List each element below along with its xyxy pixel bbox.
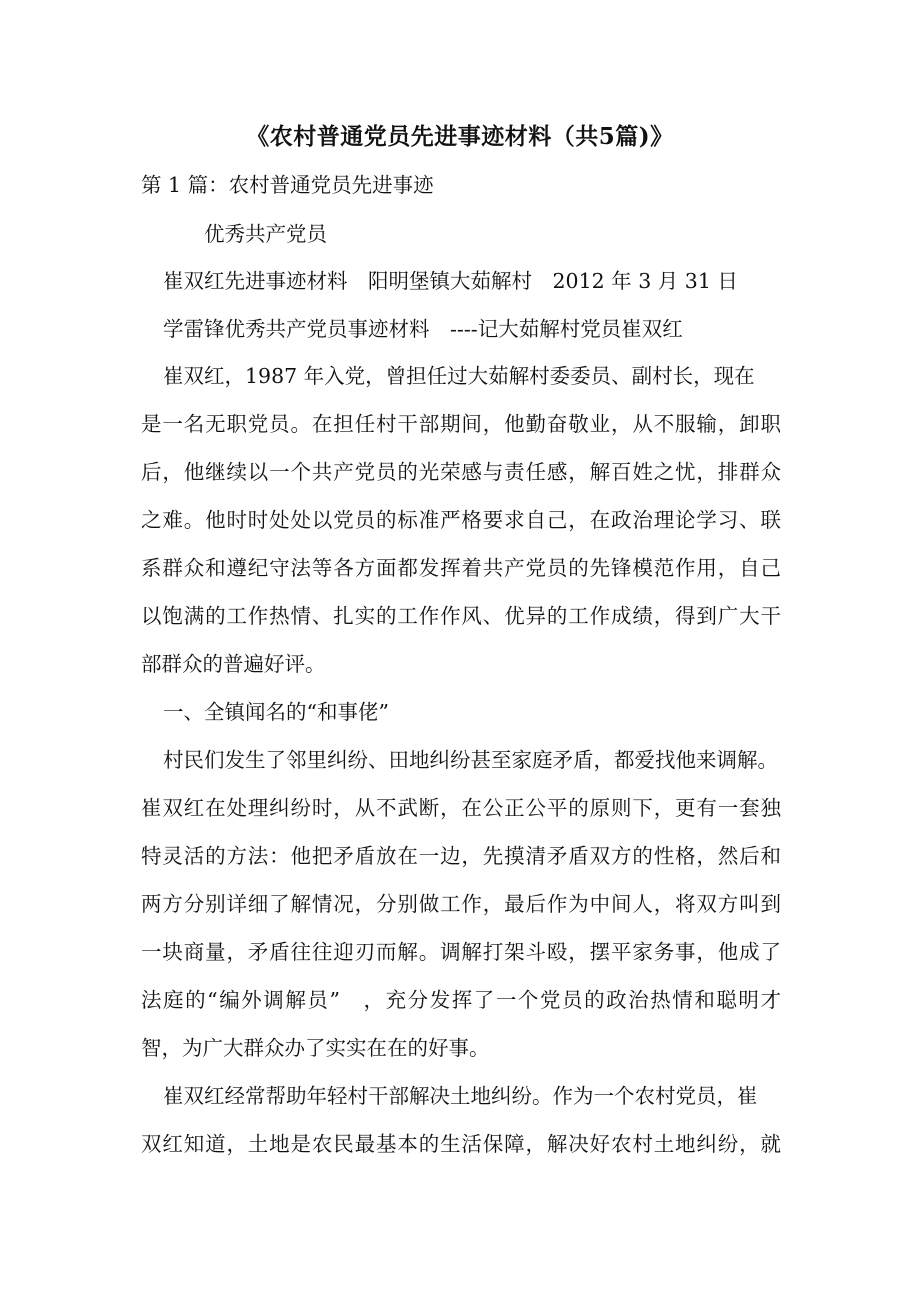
paragraph-line: 后，他继续以一个共产党员的光荣感与责任感，解百姓之忧，排群众 xyxy=(141,460,781,484)
paragraph-line: 两方分别详细了解情况，分别做工作，最后作为中间人，将双方叫到 xyxy=(141,892,781,916)
paragraph-line: 以饱满的工作热情、扎实的工作作风、优异的工作成绩，得到广大干 xyxy=(141,604,781,628)
paragraph-line: 是一名无职党员。在担任村干部期间，他勤奋敬业，从不服输，卸职 xyxy=(141,412,781,436)
paragraph-line: 村民们发生了邻里纠纷、田地纠纷甚至家庭矛盾，都爱找他来调解。 xyxy=(163,748,778,772)
paragraph-line: 智，为广大群众办了实实在在的好事。 xyxy=(141,1036,490,1060)
paragraph-line: 之难。他时时处处以党员的标准严格要求自己，在政治理论学习、联 xyxy=(141,508,781,532)
document-title: 《农村普通党员先进事迹材料（共5篇)》 xyxy=(246,123,674,150)
paragraph-line: 系群众和遵纪守法等各方面都发挥着共产党员的先锋模范作用，自己 xyxy=(141,556,781,580)
subheading: 学雷锋优秀共产党员事迹材料 ----记大茹解村党员崔双红 xyxy=(163,317,683,341)
paragraph-line: 崔双红在处理纠纷时，从不武断，在公正公平的原则下，更有一套独 xyxy=(141,796,781,820)
paragraph-line: 双红知道，土地是农民最基本的生活保障，解决好农村土地纠纷，就 xyxy=(141,1132,781,1156)
paragraph-line: 部群众的普遍好评。 xyxy=(141,652,326,676)
section-heading: 一、全镇闻名的“和事佬” xyxy=(163,700,389,724)
subtitle: 优秀共产党员 xyxy=(204,222,327,246)
paragraph-line: 崔双红，1987 年入党，曾担任过大茹解村委委员、副村长，现在 xyxy=(163,364,755,388)
article-heading: 第 1 篇：农村普通党员先进事迹 xyxy=(141,173,434,197)
paragraph-line: 崔双红经常帮助年轻村干部解决土地纠纷。作为一个农村党员，崔 xyxy=(163,1084,758,1108)
paragraph-line: 一块商量，矛盾往往迎刃而解。调解打架斗殴，摆平家务事，他成了 xyxy=(141,940,781,964)
byline: 崔双红先进事迹材料 阳明堡镇大茹解村 2012 年 3 月 31 日 xyxy=(163,269,738,293)
paragraph-line: 特灵活的方法：他把矛盾放在一边，先摸清矛盾双方的性格，然后和 xyxy=(141,844,781,868)
paragraph-line: 法庭的“编外调解员” ，充分发挥了一个党员的政治热情和聪明才 xyxy=(141,988,781,1012)
